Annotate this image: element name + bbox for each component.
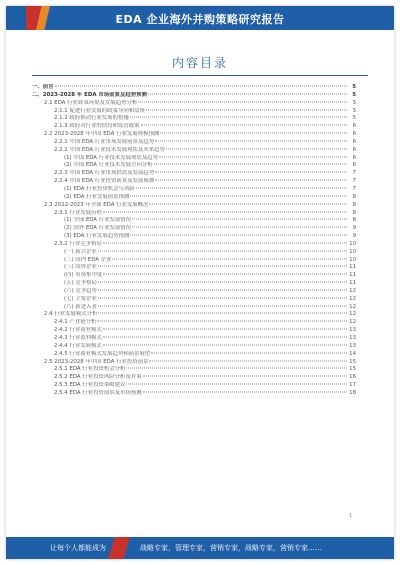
toc-leader-dots — [98, 313, 347, 314]
toc-entry-page: 12 — [349, 311, 356, 318]
toc-entry[interactable] — [32, 249, 356, 257]
toc-entry[interactable] — [32, 257, 356, 265]
toc-entry-text: (1) 中国 EDA 行业技术发展现状及趋势 — [64, 154, 159, 161]
toc-entry[interactable] — [32, 390, 356, 398]
toc-leader-dots — [141, 125, 347, 126]
toc-entry[interactable] — [32, 343, 356, 351]
toc-leader-dots — [103, 274, 347, 275]
toc-entry-text: (2) EDA 行业发展前景预测 — [64, 193, 130, 200]
toc-entry-page: 6 — [352, 162, 356, 169]
toc-entry-text: 2.2.3 中国 EDA 行业市场供需及发展趋势 — [54, 170, 155, 177]
toc-entry[interactable] — [32, 170, 356, 178]
toc-entry-page: 12 — [349, 295, 356, 302]
toc-entry-text: 2.1.3 政府对行业的扶持和监管政策 — [54, 123, 140, 130]
footer-brand: 让每个人都能成为 — [50, 544, 106, 552]
header-banner — [6, 6, 394, 30]
toc-entry-text: (三) 国外企业 — [64, 264, 97, 271]
toc-leader-dots — [149, 203, 347, 204]
toc-entry[interactable] — [32, 162, 356, 170]
toc-entry[interactable] — [32, 178, 356, 186]
toc-leader-dots — [130, 195, 347, 196]
toc-leader-dots — [97, 321, 347, 322]
toc-entry[interactable] — [32, 186, 356, 194]
toc-leader-dots — [151, 352, 347, 353]
toc-entry[interactable] — [32, 100, 356, 108]
toc-entry-page: 16 — [349, 374, 356, 381]
toc-leader-dots — [98, 297, 347, 298]
toc-entry[interactable] — [32, 225, 356, 233]
toc-entry-text: 2.1.1 促进行业发展的政策导向和法规 — [54, 107, 145, 114]
toc-entry[interactable] — [32, 272, 356, 280]
toc-entry[interactable] — [32, 233, 356, 241]
toc-entry-text: (八) 新进入者 — [64, 303, 97, 310]
toc-entry[interactable] — [32, 304, 356, 312]
toc-entry-page: 15 — [349, 358, 356, 365]
toc-heading: 内容目录 — [171, 56, 228, 70]
toc-entry-page: 17 — [349, 382, 356, 389]
toc-entry-page: 18 — [349, 389, 356, 396]
toc-entry[interactable] — [32, 311, 356, 319]
toc-entry-text: 2.1 EDA 行业政策环境及发展趋势分析 — [44, 99, 138, 106]
toc-entry-text: 2.5.1 EDA 行业投资机会分析 — [54, 366, 126, 373]
toc-entry-text: 2.4.3 行业盈利模式 — [54, 335, 102, 341]
toc-entry-text: 2.5 2023-2028 年中国 EDA 行业投资前景 — [44, 358, 149, 365]
toc-entry-text: (2) 国外 EDA 行业发展情况 — [64, 225, 132, 232]
toc-entry-text: 2.5.4 EDA 行业投资前景及市场预测 — [54, 389, 142, 396]
toc-entry[interactable] — [32, 296, 356, 304]
toc-entry[interactable] — [32, 288, 356, 296]
toc-entry-page: 6 — [352, 131, 356, 138]
toc-entry-page: 13 — [349, 327, 356, 334]
toc-entry-page: 5 — [352, 107, 356, 114]
toc-entry-text: 2.2.2 中国 EDA 行业技术发展现状及未来趋势 — [54, 146, 165, 153]
toc-entry-text: 2.4.5 行业商业模式发展趋势和前景展望 — [54, 350, 151, 357]
toc-leader-dots — [148, 93, 347, 94]
toc-entry[interactable] — [32, 335, 356, 343]
page-number: 1 — [348, 513, 352, 519]
toc-leader-dots — [143, 376, 347, 377]
toc-entry-page: 12 — [349, 319, 356, 326]
toc-leader-dots — [149, 360, 347, 361]
toc-leader-dots — [103, 344, 347, 345]
toc-entry-text: (1) 全球 EDA 行业发展情况 — [64, 217, 132, 224]
toc-entry-text: (3) EDA 行业发展趋势预测 — [64, 233, 130, 240]
toc-entry-page: 14 — [349, 350, 356, 357]
toc-entry[interactable] — [32, 115, 356, 123]
toc-leader-dots — [98, 289, 347, 290]
toc-entry-page: 5 — [352, 99, 356, 106]
toc-entry[interactable] — [32, 131, 356, 139]
toc-entry-text: (1) EDA 行业投资机会与风险 — [64, 185, 135, 192]
toc-entry[interactable] — [32, 202, 356, 210]
toc-leader-dots — [130, 235, 347, 236]
toc-entry-text: 2.3.2 行业竞争格局 — [54, 240, 102, 247]
toc-divider — [32, 75, 368, 76]
toc-leader-dots — [112, 258, 347, 259]
toc-entry-page: 11 — [349, 280, 356, 287]
toc-entry-text: (二) 国内 EDA 企业 — [64, 256, 112, 263]
toc-entry-page: 8 — [352, 193, 356, 200]
toc-entry-page: 10 — [349, 240, 356, 247]
toc-leader-dots — [126, 384, 347, 385]
toc-leader-dots — [166, 148, 347, 149]
toc-entry[interactable] — [32, 84, 356, 92]
toc-leader-dots — [132, 227, 347, 228]
toc-leader-dots — [136, 187, 347, 188]
toc-entry-page: 6 — [352, 154, 356, 161]
toc-leader-dots — [132, 219, 347, 220]
toc-leader-dots — [143, 391, 347, 392]
toc-entry-text: 2.3 2022-2023 年全球 EDA 行业发展概况 — [44, 201, 149, 208]
toc-entry[interactable] — [32, 319, 356, 327]
toc-entry[interactable] — [32, 123, 356, 131]
toc-entry-page: 5 — [352, 115, 356, 122]
toc-entry[interactable] — [32, 92, 356, 100]
toc-entry-text: 2.4.4 行业发展模式 — [54, 342, 102, 349]
toc-entry-page: 7 — [352, 170, 356, 177]
toc-entry-page: 6 — [352, 146, 356, 153]
toc-entry-text: (一) 新兴企业 — [64, 248, 97, 255]
toc-entry-text: 2.3.1 行业发展历程 — [54, 209, 102, 216]
toc-leader-dots — [146, 109, 347, 110]
toc-entry-page: 12 — [349, 303, 356, 310]
toc-entry-page: 9 — [352, 233, 356, 240]
table-of-contents — [32, 84, 356, 398]
toc-entry-text: (七) 主要企业 — [64, 295, 97, 302]
toc-entry[interactable] — [32, 351, 356, 359]
toc-entry-page: 7 — [352, 178, 356, 185]
toc-leader-dots — [155, 172, 347, 173]
toc-leader-dots — [155, 180, 347, 181]
toc-entry[interactable] — [32, 108, 356, 116]
toc-leader-dots — [103, 329, 347, 330]
toc-leader-dots — [159, 156, 347, 157]
toc-leader-dots — [98, 250, 347, 251]
toc-entry-page: 5 — [352, 84, 356, 90]
toc-entry[interactable] — [32, 327, 356, 335]
toc-entry-page: 6 — [352, 123, 356, 130]
toc-entry[interactable] — [32, 210, 356, 218]
report-title: EDA 企业海外并购策略研究报告 — [115, 13, 285, 26]
toc-entry-text: 2.5.3 EDA 行业投资策略建议 — [54, 382, 126, 389]
toc-entry-text: 2.4.1 产业链分析 — [54, 319, 97, 326]
toc-entry-page: 6 — [352, 138, 356, 145]
toc-entry-page: 7 — [352, 185, 356, 192]
toc-entry[interactable] — [32, 280, 356, 288]
toc-entry[interactable] — [32, 366, 356, 374]
toc-leader-dots — [160, 133, 347, 134]
toc-leader-dots — [55, 86, 347, 87]
toc-entry[interactable] — [32, 139, 356, 147]
toc-entry-page: 8 — [352, 201, 356, 208]
toc-entry[interactable] — [32, 217, 356, 225]
toc-entry-page: 5 — [352, 91, 356, 98]
toc-entry-text: (五) 竞争格局 — [64, 280, 97, 287]
toc-entry[interactable] — [32, 264, 356, 272]
toc-entry-page: 11 — [349, 272, 356, 279]
toc-entry-text: 一、前言 — [32, 84, 54, 90]
toc-entry[interactable] — [32, 382, 356, 390]
toc-entry-text: 2.1.2 政府推动行业发展的措施 — [54, 115, 129, 122]
toc-entry-text: 2.2.4 中国 EDA 行业投资前景及发展预测 — [54, 178, 155, 185]
toc-entry[interactable] — [32, 194, 356, 202]
toc-entry[interactable] — [32, 374, 356, 382]
footer-slogan: 战略专家，管理专家，营销专家，战略专家，营销专家…… — [140, 544, 322, 552]
toc-entry-page: 10 — [349, 248, 356, 255]
toc-leader-dots — [98, 305, 347, 306]
toc-entry[interactable] — [32, 147, 356, 155]
toc-entry-text: 2.2 2023-2028 年中国 EDA 行业发展规模预测 — [44, 131, 160, 138]
toc-leader-dots — [103, 211, 347, 212]
toc-entry-text: (2) 中国 EDA 行业技术发展方向分析 — [64, 162, 153, 169]
toc-entry-page: 10 — [349, 256, 356, 263]
toc-entry-page: 8 — [352, 209, 356, 216]
toc-entry-page: 12 — [349, 287, 356, 294]
toc-leader-dots — [155, 140, 347, 141]
toc-entry[interactable] — [32, 359, 356, 367]
toc-entry-text: 2.4 行业发展模式分析 — [44, 311, 98, 318]
toc-entry-page: 9 — [352, 225, 356, 232]
toc-entry[interactable] — [32, 241, 356, 249]
toc-entry-text: (六) 竞争趋势 — [64, 287, 97, 294]
toc-entry[interactable] — [32, 155, 356, 163]
toc-entry-page: 13 — [349, 335, 356, 341]
toc-entry-text: 2.5.2 EDA 行业投资风险分析及对策 — [54, 374, 142, 381]
toc-leader-dots — [154, 164, 347, 165]
toc-entry-text: 2.4.2 行业商业模式 — [54, 327, 102, 334]
toc-leader-dots — [130, 117, 347, 118]
toc-entry-text: (四) 市场集中度 — [64, 272, 103, 279]
toc-entry-text: 2.2.1 中国 EDA 行业市场发展前景及趋势 — [54, 138, 155, 145]
toc-entry-text: 二、2023-2028 年 EDA 市场前景及趋势预测 — [32, 91, 147, 98]
toc-entry-page: 11 — [349, 264, 356, 271]
toc-leader-dots — [98, 282, 347, 283]
toc-leader-dots — [126, 368, 347, 369]
toc-entry-page: 15 — [349, 366, 356, 373]
toc-leader-dots — [103, 337, 347, 338]
toc-leader-dots — [103, 242, 347, 243]
toc-entry-page: 13 — [349, 342, 356, 349]
toc-leader-dots — [98, 266, 347, 267]
toc-leader-dots — [138, 101, 347, 102]
toc-entry-page: 8 — [352, 217, 356, 224]
